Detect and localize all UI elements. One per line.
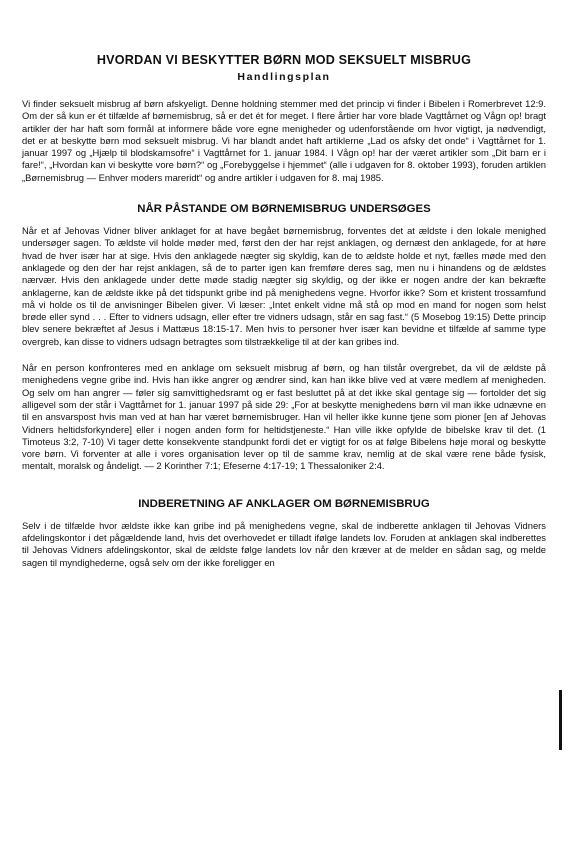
- scan-edge-mark: [559, 690, 562, 750]
- spacer: [22, 348, 546, 362]
- section-heading-reporting: INDBERETNING AF ANKLAGER OM BØRNEMISBRUG: [138, 497, 430, 510]
- intro-paragraph: Vi finder seksuelt misbrug af børn afskyeligt. Denne holdning stemmer med det princip vi finder i Bibelen i Romerbrevet 12:9. Om der så kun er ét tilfælde af børnemisbrug, så er det ét for meget. I flere årtier har vore blade Vagttårnet og Vågn op! bragt artikler der har haft som formål at informere både vore egne menigheder og udenforstående om hvor vigtigt, ja nødvendigt, det er at beskytte børn mod seksuelt misbrug. Vi har blandt andet haft artiklerne „Lad os afsky det onde“ i Vagttårnet for 1. januar 1997 og „Hjælp til blodskamsofre“ i Vagttårnet for 1. januar 1984. I Vågn op! har der været artikler som „Dit barn er i fare!“, „Hvordan kan vi beskytte vore børn?“ og „Forebyggelse i hjemmet“ (alle i udgaven for 8. oktober 1993), foruden artiklen „Børnemisbrug — Enhver moders mareridt“ og andre artikler i udgaven for 8. maj 1985.: [22, 98, 546, 183]
- document-subtitle: Handlingsplan: [237, 71, 331, 83]
- spacer: [22, 184, 546, 202]
- reporting-paragraph-1: Selv i de tilfælde hvor ældste ikke kan gribe ind på menighedens vegne, skal de indberette anklagen til Jehovas Vidners afdelingskontor i det pågældende land, hvis det overhovedet er tilladt ifølge landets lov. Foruden at anklagen skal indberettes til Jehovas Vidners afdelingskontor, skal de ældste følge landets lov når den kræver at de melder en sådan sag, og melde sagen til myndighederne, også selv om der ikke foreligger en: [22, 519, 546, 568]
- document-title: HVORDAN VI BESKYTTER BØRN MOD SEKSUELT MISBRUG: [96, 53, 472, 67]
- section-heading-investigation: NÅR PÅSTANDE OM BØRNEMISBRUG UNDERSØGES: [137, 203, 431, 216]
- spacer: [22, 473, 546, 497]
- investigation-paragraph-2: Når en person konfronteres med en anklage om seksuelt misbrug af børn, og han tilstår overgrebet, da vil de ældste på menighedens vegne gribe ind. Hvis han ikke angrer og ændrer sind, kan han ikke blive ved at være medlem af menigheden. Og selv om han angrer — føler sig samvittighedsramt og er fast besluttet på at det ikke skal gentage sig — fortolder det sig alligevel som der står i Vagttårnet for 1. januar 1997 på side 29: „For at beskytte menighedens børn vil man ikke udnævne en til en ansvarspost hvis man ved at han har været børnemisbruger. Han vil heller ikke kunne tjene som pioner [en af Jehovas Vidners heltidsforkyndere] eller i nogen anden form for heltidstjeneste.“ Han ville ikke opfylde de bibelske krav til det. (1 Timoteus 3:2, 7-10) Vi tager dette konsekvente standpunkt fordi det er vigtigt for os at følge Bibelens høje moral og beskytte vore børn. Vi forventer at alle i vores organisation lever op til de samme krav, nemlig at de skal være rene både fysisk, mentalt, moralsk og åndeligt. — 2 Korinther 7:1; Efeserne 4:17-19; 1 Thessaloniker 2:4.: [22, 362, 546, 472]
- investigation-paragraph-1: Når et af Jehovas Vidner bliver anklaget for at have begået børnemisbrug, forventes det at ældste i den lokale menighed undersøger sagen. To ældste vil holde møder med, først den der har rejst anklagen, og dernæst den anklagede, for at høre hvad de hver især har at sige. Hvis den anklagede nægter sig skyldig, kan de to ældste holde et nyt, fælles møde med den anklagede og den der har rejst anklagen, så de to parter igen kan fremføre deres sag, men nu i hinandens og de ældstes nærvær. Hvis den anklagede under dette møde stadig nægter sig skyldig, og der ikke er nogen andre der kan bekræfte anklagerne, kan de ældste ikke på det tidspunkt gribe ind på menighedens vegne. Hvorfor ikke? Som et kristent trossamfund må vi holde os til de anvisninger Bibelen giver. Vi læser: „Intet enkelt vidne må stå op mod en mand for nogen som helst brøde eller synd . . . Efter to vidners udsagn, eller efter tre vidners udsagn, står en sag fast.“ (5 Mosebog 19:15) Dette princip blev senere bekræftet af Jesus i Mattæus 18:15-17. Men hvis to personer hver især kan bevidne et tilfælde af samme type overgreb, kan disse to vidners udsagn betragtes som tilstrækkelige til at der kan gribes ind.: [22, 225, 546, 347]
